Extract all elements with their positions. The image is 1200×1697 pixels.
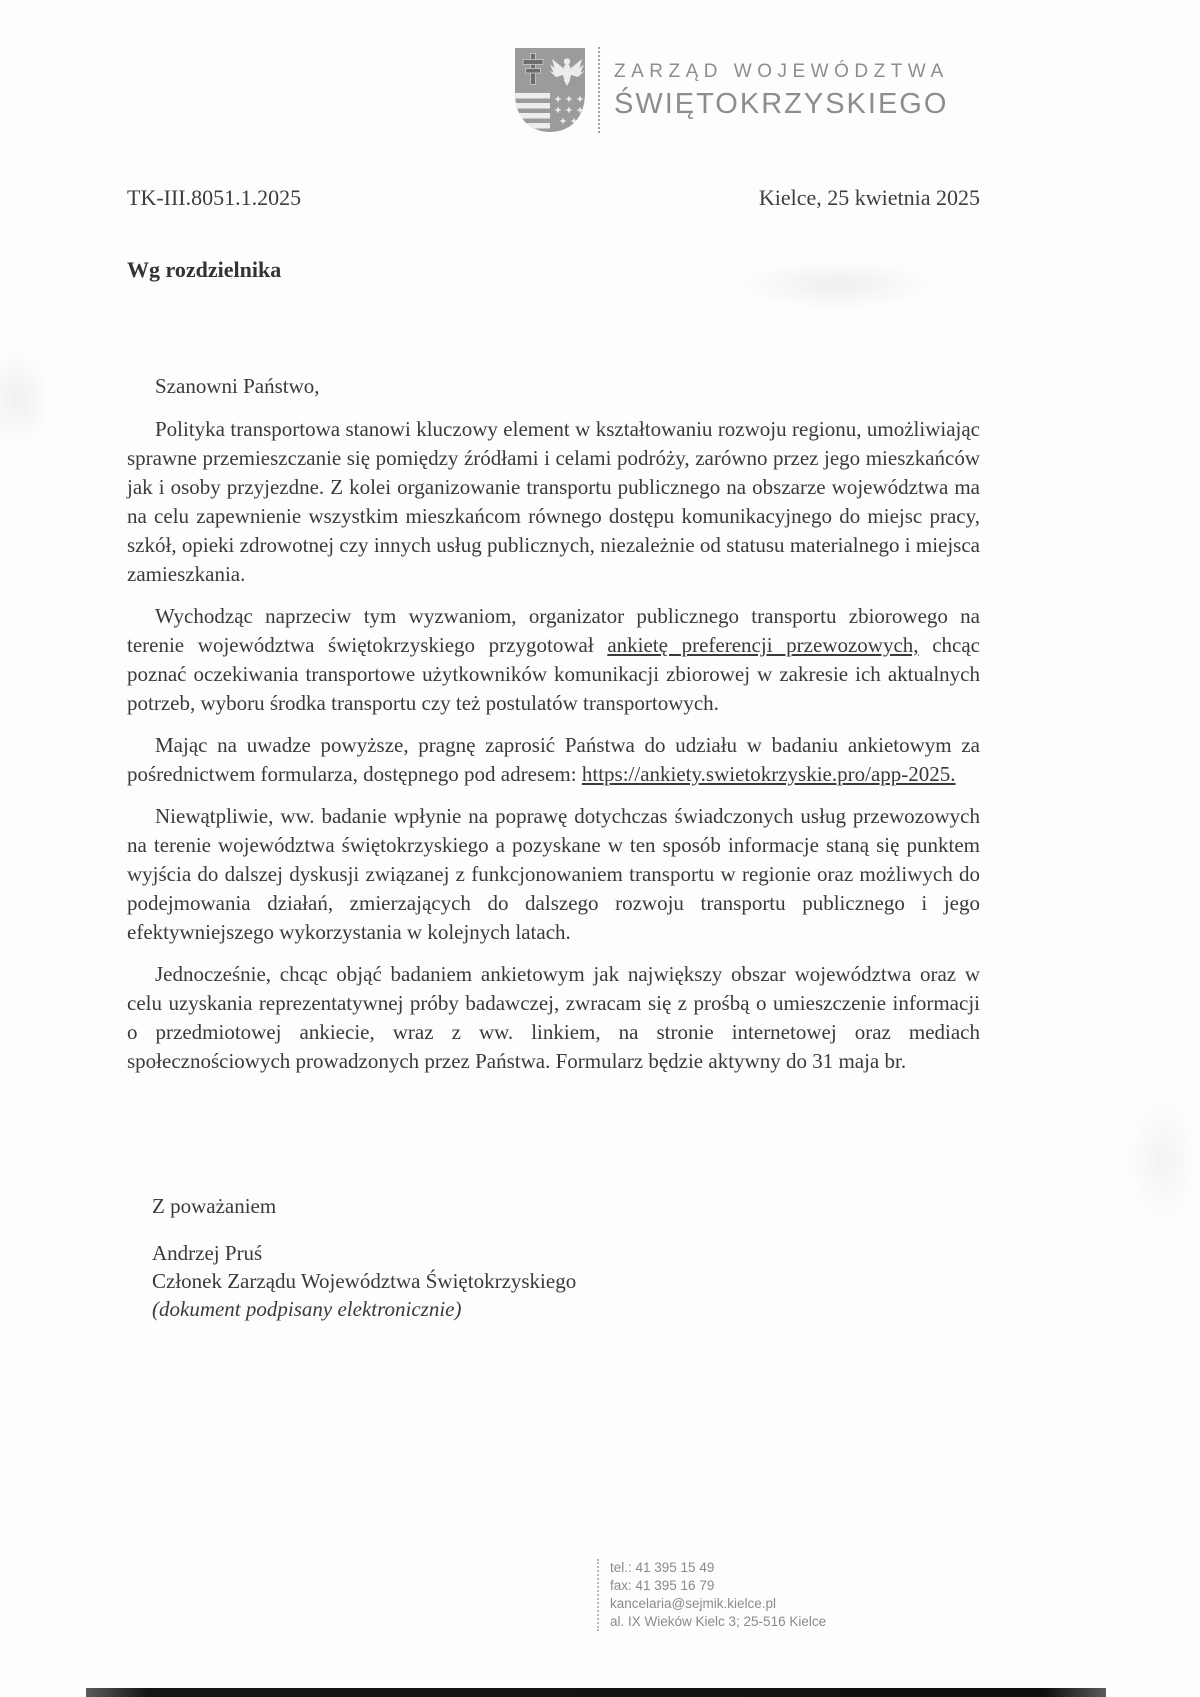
closing-block <box>152 1192 576 1323</box>
text-segment: Mając na uwadze powyższe, pragnę zaprosić Państwa do udziału w badaniu ankietowym za pośrednictwem formularza, dostępnego pod adresem: <box>127 733 980 786</box>
survey-url: https://ankiety.swietokrzyskie.pro/app-2025. <box>581 762 956 786</box>
scan-edge-bar <box>86 1688 1106 1697</box>
body-paragraph-4 <box>127 802 980 947</box>
reference-number: TK-III.8051.1.2025 <box>127 185 302 210</box>
text-segment: chcąc poznać oczekiwania transportowe użytkowników komunikacji zbiorowej w zakresie ich aktualnych potrzeb, wyboru środka transportu czy też postulatów transportowych. <box>127 633 980 715</box>
org-name-block <box>614 62 949 119</box>
footer-address: al. IX Wieków Kielc 3; 25-516 Kielce <box>610 1614 827 1629</box>
signer-title: Członek Zarządu Województwa Świętokrzyskiego <box>152 1269 577 1293</box>
body-paragraph-3 <box>127 731 980 789</box>
org-name-line1: ZARZĄD WOJEWÓDZTWA <box>614 60 949 82</box>
text-segment: Polityka transportowa stanowi kluczowy element w kształtowaniu rozwoju regionu, umożliwiając sprawne przemieszczanie się pomiędzy źródłami i celami podróży, zarówno przez jego mieszkańców jak i osoby przyjezdne. Z kolei organizowanie transportu publicznego na obszarze województwa ma na celu zapewnienie wszystkim mieszkańcom równego dostępu komunikacyjnego do miejsc pracy, szkół, opieki zdrowotnej czy innych usług publicznych, niezależnie od statusu materialnego i miejsca zamieszkania. <box>127 417 980 586</box>
recipient-line: Wg rozdzielnika <box>127 257 282 282</box>
text-segment: Wychodząc naprzeciw tym wyzwaniom, organizator publicznego transportu zbiorowego na terenie województwa świętokrzyskiego przygotował <box>127 604 980 657</box>
scan-smudge <box>1128 1100 1198 1220</box>
letterhead-divider <box>598 47 600 133</box>
body-paragraph-2 <box>127 602 980 718</box>
place-and-date: Kielce, 25 kwietnia 2025 <box>758 185 980 210</box>
footer-fax: fax: 41 395 16 79 <box>610 1578 715 1593</box>
footer-contact <box>597 1559 826 1631</box>
scan-smudge <box>0 352 52 447</box>
swietokrzyskie-coat-of-arms-icon <box>514 47 586 133</box>
underlined-phrase: ankietę preferencji przewozowych, <box>607 633 919 657</box>
letter-body <box>127 372 980 1089</box>
body-paragraph-5 <box>127 960 980 1076</box>
meta-row <box>127 185 980 211</box>
text-segment: Jednocześnie, chcąc objąć badaniem ankietowym jak największy obszar województwa oraz w celu uzyskania reprezentatywnej próby badawczej, zwracam się z prośbą o umieszczenie informacji o przedmiotowej ankiecie, wraz z ww. linkiem, na stronie internetowej oraz mediach społecznościowych prowadzonych przez Państwa. Formularz będzie aktywny do 31 maja br. <box>127 962 980 1073</box>
letterhead <box>514 47 949 133</box>
body-paragraph-1 <box>127 415 980 589</box>
salutation: Szanowni Państwo, <box>155 374 320 398</box>
valediction: Z poważaniem <box>152 1194 277 1218</box>
signature-note: (dokument podpisany elektronicznie) <box>152 1297 462 1321</box>
footer-tel: tel.: 41 395 15 49 <box>610 1560 715 1575</box>
scan-smudge <box>742 260 932 310</box>
footer-email: kancelaria@sejmik.kielce.pl <box>610 1596 777 1611</box>
signature-block <box>152 1239 576 1323</box>
org-name-line2: ŚWIĘTOKRZYSKIEGO <box>614 87 949 120</box>
text-segment: Niewątpliwie, ww. badanie wpłynie na poprawę dotychczas świadczonych usług przewozowych na terenie województwa świętokrzyskiego a pozyskane w ten sposób informacje staną się punktem wyjścia do dalszej dyskusji związanej z funkcjonowaniem transportu w regionie oraz możliwych do podejmowania działań, zmierzających do dalszego rozwoju transportu publicznego i jego efektywniejszego wykorzystania w kolejnych latach. <box>127 804 980 944</box>
signer-name: Andrzej Pruś <box>152 1241 263 1265</box>
paragraphs-container <box>127 415 980 1076</box>
